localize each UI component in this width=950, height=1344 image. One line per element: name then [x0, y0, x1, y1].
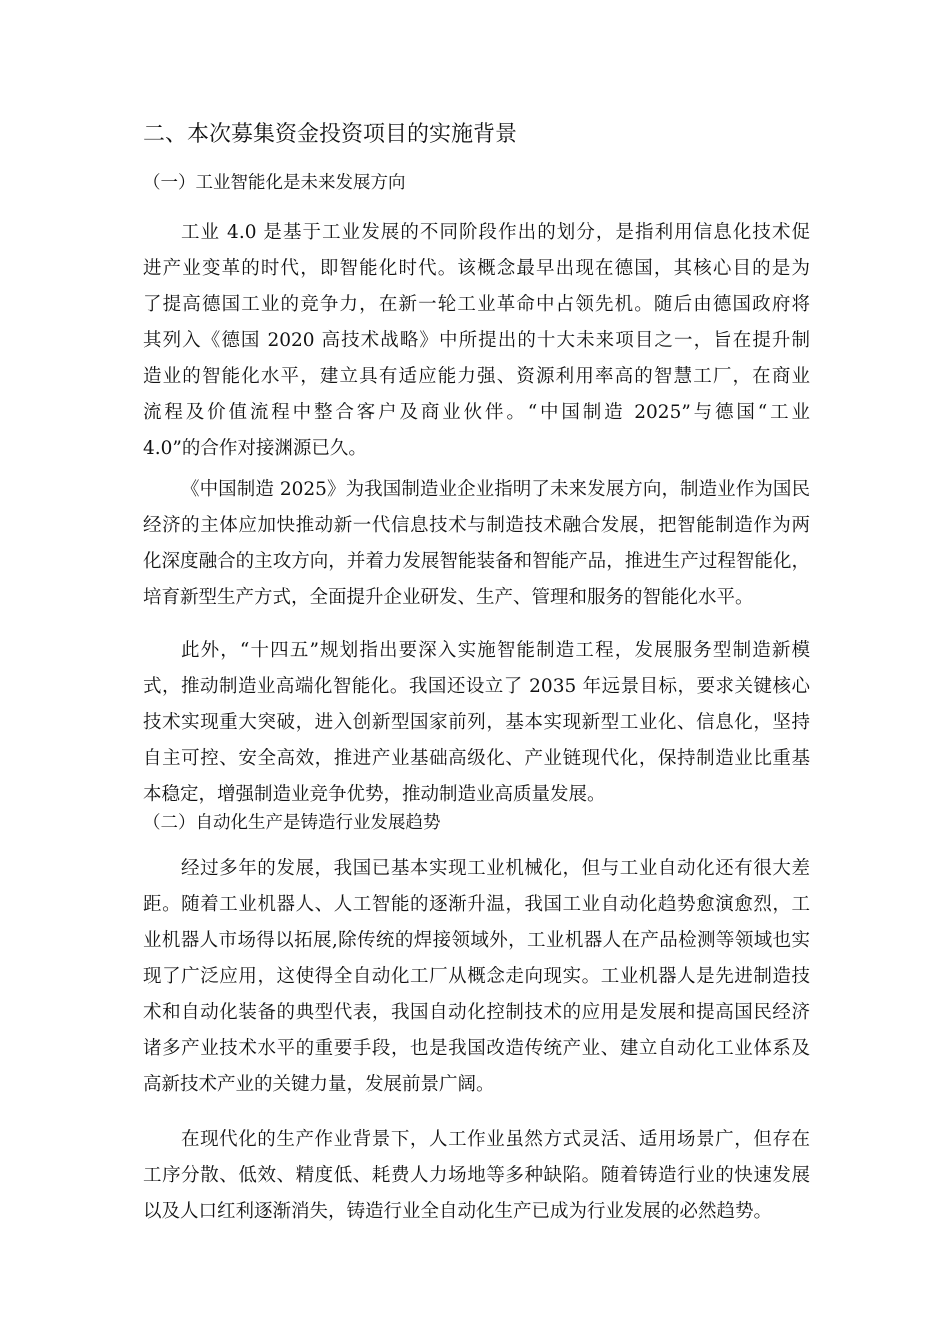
text-line: 在现代化的生产作业背景下，人工作业虽然方式灵活、适用场景广，但存在	[181, 1129, 810, 1150]
section-title: 二、本次募集资金投资项目的实施背景	[143, 122, 518, 147]
text-line: 距。随着工业机器人、人工智能的逐渐升温，我国工业自动化趋势愈演愈烈，工	[143, 894, 810, 915]
paragraph	[143, 215, 810, 467]
text-line: 经济的主体应加快推动新一代信息技术与制造技术融合发展，把智能制造作为两	[143, 515, 810, 536]
text-line: 高新技术产业的关键力量，发展前景广阔。	[143, 1074, 495, 1095]
subsection-heading-2: （二）自动化生产是铸造行业发展趋势	[143, 813, 441, 833]
text-line: 术和自动化装备的典型代表，我国自动化控制技术的应用是发展和提高国民经济	[143, 1002, 810, 1023]
text-line: 化深度融合的主攻方向，并着力发展智能装备和智能产品，推进生产过程智能化，	[143, 551, 810, 572]
text-line: 其列入《德国 2020 高技术战略》中所提出的十大未来项目之一，旨在提升制	[143, 330, 810, 351]
text-line: 《中国制造 2025》为我国制造业企业指明了未来发展方向，制造业作为国民	[181, 479, 810, 500]
paragraph	[143, 633, 810, 813]
text-line: 诸多产业技术水平的重要手段，也是我国改造传统产业、建立自动化工业体系及	[143, 1038, 810, 1059]
text-line: 式，推动制造业高端化智能化。我国还设立了 2035 年远景目标，要求关键核心	[143, 676, 810, 697]
subsection-heading-1: （一）工业智能化是未来发展方向	[143, 173, 406, 193]
text-line: 此外，“十四五”规划指出要深入实施智能制造工程，发展服务型制造新模	[181, 640, 810, 661]
paragraph	[143, 1122, 810, 1230]
text-line: 业机器人市场得以拓展,除传统的焊接领域外，工业机器人在产品检测等领域也实	[143, 930, 810, 951]
text-line: 自主可控、安全高效，推进产业基础高级化、产业链现代化，保持制造业比重基	[143, 748, 810, 769]
text-line: 本稳定，增强制造业竞争优势，推动制造业高质量发展。	[143, 784, 606, 805]
text-line: 进产业变革的时代，即智能化时代。该概念最早出现在德国，其核心目的是为	[143, 258, 810, 279]
text-line: 了提高德国工业的竞争力，在新一轮工业革命中占领先机。随后由德国政府将	[143, 294, 810, 315]
text-line: 造业的智能化水平，建立具有适应能力强、资源利用率高的智慧工厂，在商业	[143, 366, 810, 387]
paragraph	[143, 851, 810, 1103]
text-line: 流程及价值流程中整合客户及商业伙伴。“中国制造 2025”与德国“工业	[143, 402, 810, 423]
text-line: 现了广泛应用，这使得全自动化工厂从概念走向现实。工业机器人是先进制造技	[143, 966, 810, 987]
text-line: 工序分散、低效、精度低、耗费人力场地等多种缺陷。随着铸造行业的快速发展	[143, 1165, 810, 1186]
text-line: 工业 4.0 是基于工业发展的不同阶段作出的划分，是指利用信息化技术促	[181, 222, 810, 243]
text-line: 以及人口红利逐渐消失，铸造行业全自动化生产已成为行业发展的必然趋势。	[143, 1201, 773, 1222]
paragraph	[143, 472, 810, 616]
text-line: 4.0”的合作对接渊源已久。	[143, 438, 367, 459]
text-line: 技术实现重大突破，进入创新型国家前列，基本实现新型工业化、信息化，坚持	[143, 712, 810, 733]
text-line: 培育新型生产方式，全面提升企业研发、生产、管理和服务的智能化水平。	[143, 587, 754, 608]
text-line: 经过多年的发展，我国已基本实现工业机械化，但与工业自动化还有很大差	[181, 858, 810, 879]
